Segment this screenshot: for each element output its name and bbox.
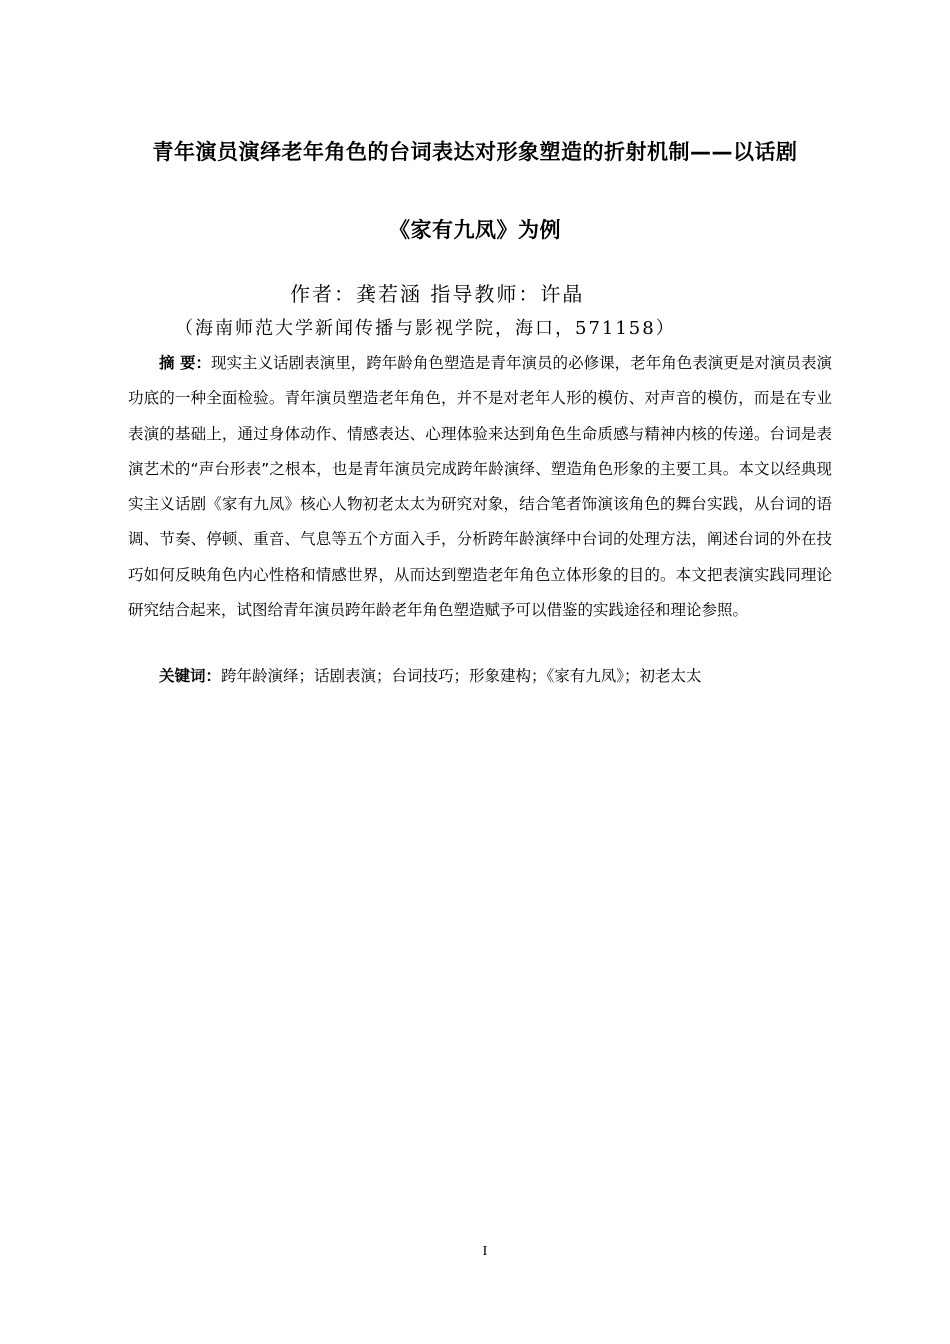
keywords-label: 关键词：	[159, 667, 222, 685]
page-number: I	[482, 1244, 488, 1259]
abstract-paragraph	[128, 346, 832, 628]
abstract-label: 摘 要：	[159, 354, 211, 372]
abstract-text: 现实主义话剧表演里，跨年龄角色塑造是青年演员的必修课，老年角色表演更是对演员表演功底的一种全面检验。青年演员塑造老年角色，并不是对老年人形的模仿、对声音的模仿，而是在专业表演的基础上，通过身体动作、情感表达、心理体验来达到角色生命质感与精神内核的传递。台词是表演艺术的“声台形表”之根本，也是青年演员完成跨年龄演绎、塑造角色形象的主要工具。本文以经典现实主义话剧《家有九凤》核心人物初老太太为研究对象，结合笔者饰演该角色的舞台实践，从台词的语调、节奏、停顿、重音、气息等五个方面入手，分析跨年龄演绎中台词的处理方法，阐述台词的外在技巧如何反映角色内心性格和情感世界，从而达到塑造老年角色立体形象的目的。本文把表演实践同理论研究结合起来，试图给青年演员跨年龄老年角色塑造赋予可以借鉴的实践途径和理论参照。	[128, 354, 832, 620]
paper-title-line-1: 青年演员演绎老年角色的台词表达对形象塑造的折射机制——以话剧	[152, 140, 798, 164]
paper-title-line-2: 《家有九凤》为例	[389, 218, 561, 242]
keywords-text: 跨年龄演绎；话剧表演；台词技巧；形象建构；《家有九凤》；初老太太	[221, 667, 702, 685]
affiliation-line: （海南师范大学新闻传播与影视学院，海口，571158）	[175, 318, 676, 339]
author-line: 作者：龚若涵 指导教师：许晶	[290, 282, 585, 306]
keywords-paragraph	[128, 661, 832, 691]
